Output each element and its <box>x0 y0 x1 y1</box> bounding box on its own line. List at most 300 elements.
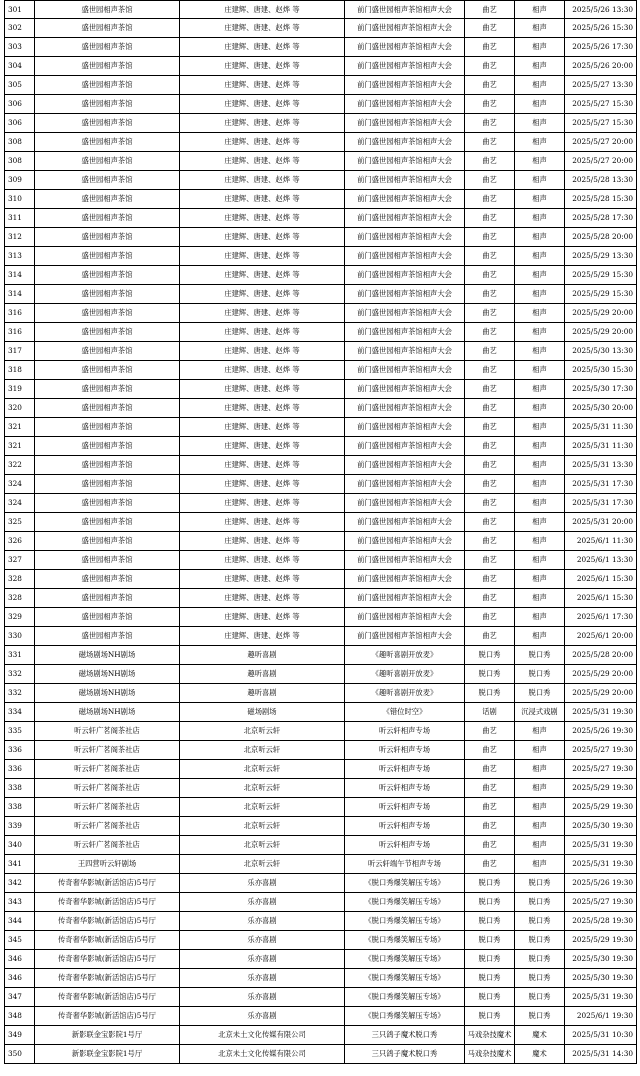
subcategory-cell: 相声 <box>515 722 565 741</box>
datetime-cell: 2025/5/30 19:30 <box>565 950 637 969</box>
performer-cell: 庄建辉、唐建、赵烨 等 <box>180 38 345 57</box>
datetime-cell: 2025/5/28 20:00 <box>565 228 637 247</box>
program-title-cell: 前门盛世园相声茶馆相声大会 <box>345 380 465 399</box>
serial-number-cell: 346 <box>5 950 35 969</box>
datetime-cell: 2025/5/31 17:30 <box>565 475 637 494</box>
serial-number-cell: 340 <box>5 836 35 855</box>
serial-number-cell: 321 <box>5 418 35 437</box>
performer-cell: 趣听喜剧 <box>180 684 345 703</box>
serial-number-cell: 308 <box>5 152 35 171</box>
table-row <box>5 570 637 589</box>
table-row <box>5 779 637 798</box>
serial-number-cell: 319 <box>5 380 35 399</box>
category-cell: 马戏杂技魔术 <box>465 1026 515 1045</box>
table-row <box>5 1007 637 1026</box>
category-cell: 曲艺 <box>465 76 515 95</box>
table-row <box>5 513 637 532</box>
program-title-cell: 《趣听喜剧开放麦》 <box>345 665 465 684</box>
program-title-cell: 前门盛世园相声茶馆相声大会 <box>345 323 465 342</box>
venue-cell: 盛世园相声茶馆 <box>35 418 180 437</box>
datetime-cell: 2025/5/31 11:30 <box>565 418 637 437</box>
datetime-cell: 2025/6/1 13:30 <box>565 551 637 570</box>
datetime-cell: 2025/5/29 19:30 <box>565 931 637 950</box>
datetime-cell: 2025/6/1 15:30 <box>565 570 637 589</box>
category-cell: 脱口秀 <box>465 988 515 1007</box>
datetime-cell: 2025/5/28 20:00 <box>565 646 637 665</box>
category-cell: 曲艺 <box>465 399 515 418</box>
category-cell: 曲艺 <box>465 627 515 646</box>
venue-cell: 磁场剧场NH剧场 <box>35 703 180 722</box>
serial-number-cell: 311 <box>5 209 35 228</box>
performer-cell: 北京听云轩 <box>180 741 345 760</box>
performer-cell: 磁场剧场 <box>180 703 345 722</box>
performer-cell: 庄建辉、唐建、赵烨 等 <box>180 608 345 627</box>
table-row <box>5 836 637 855</box>
serial-number-cell: 303 <box>5 38 35 57</box>
performer-cell: 庄建辉、唐建、赵烨 等 <box>180 76 345 95</box>
venue-cell: 盛世园相声茶馆 <box>35 399 180 418</box>
category-cell: 曲艺 <box>465 475 515 494</box>
performer-cell: 庄建辉、唐建、赵烨 等 <box>180 95 345 114</box>
category-cell: 曲艺 <box>465 380 515 399</box>
table-row <box>5 456 637 475</box>
subcategory-cell: 相声 <box>515 152 565 171</box>
table-row <box>5 57 637 76</box>
program-title-cell: 《脱口秀爆笑解压专场》 <box>345 950 465 969</box>
venue-cell: 盛世园相声茶馆 <box>35 228 180 247</box>
serial-number-cell: 306 <box>5 95 35 114</box>
subcategory-cell: 脱口秀 <box>515 931 565 950</box>
table-row <box>5 152 637 171</box>
performer-cell: 乐亦喜剧 <box>180 874 345 893</box>
program-title-cell: 前门盛世园相声茶馆相声大会 <box>345 76 465 95</box>
serial-number-cell: 314 <box>5 285 35 304</box>
subcategory-cell: 相声 <box>515 76 565 95</box>
venue-cell: 听云轩广茗阁茶社店 <box>35 722 180 741</box>
venue-cell: 盛世园相声茶馆 <box>35 95 180 114</box>
category-cell: 曲艺 <box>465 760 515 779</box>
subcategory-cell: 相声 <box>515 817 565 836</box>
table-row <box>5 950 637 969</box>
program-title-cell: 听云轩相声专场 <box>345 760 465 779</box>
program-title-cell: 《脱口秀爆笑解压专场》 <box>345 1007 465 1026</box>
performer-cell: 庄建辉、唐建、赵烨 等 <box>180 304 345 323</box>
table-row <box>5 209 637 228</box>
performer-cell: 北京听云轩 <box>180 836 345 855</box>
venue-cell: 盛世园相声茶馆 <box>35 171 180 190</box>
datetime-cell: 2025/5/26 15:30 <box>565 19 637 38</box>
category-cell: 曲艺 <box>465 589 515 608</box>
program-title-cell: 前门盛世园相声茶馆相声大会 <box>345 399 465 418</box>
serial-number-cell: 318 <box>5 361 35 380</box>
serial-number-cell: 324 <box>5 494 35 513</box>
datetime-cell: 2025/6/1 19:30 <box>565 1007 637 1026</box>
program-title-cell: 前门盛世园相声茶馆相声大会 <box>345 475 465 494</box>
performer-cell: 庄建辉、唐建、赵烨 等 <box>180 342 345 361</box>
category-cell: 脱口秀 <box>465 665 515 684</box>
program-title-cell: 前门盛世园相声茶馆相声大会 <box>345 190 465 209</box>
program-title-cell: 前门盛世园相声茶馆相声大会 <box>345 589 465 608</box>
venue-cell: 传奇奢华影城(新活馆店)5号厅 <box>35 950 180 969</box>
performer-cell: 庄建辉、唐建、赵烨 等 <box>180 399 345 418</box>
venue-cell: 盛世园相声茶馆 <box>35 266 180 285</box>
serial-number-cell: 316 <box>5 304 35 323</box>
subcategory-cell: 相声 <box>515 570 565 589</box>
subcategory-cell: 脱口秀 <box>515 874 565 893</box>
datetime-cell: 2025/5/27 20:00 <box>565 133 637 152</box>
serial-number-cell: 305 <box>5 76 35 95</box>
performer-cell: 庄建辉、唐建、赵烨 等 <box>180 171 345 190</box>
performer-cell: 庄建辉、唐建、赵烨 等 <box>180 114 345 133</box>
subcategory-cell: 相声 <box>515 513 565 532</box>
category-cell: 曲艺 <box>465 133 515 152</box>
venue-cell: 王四营听云轩剧场 <box>35 855 180 874</box>
table-row <box>5 760 637 779</box>
performer-cell: 乐亦喜剧 <box>180 1007 345 1026</box>
venue-cell: 传奇奢华影城(新活馆店)5号厅 <box>35 969 180 988</box>
category-cell: 曲艺 <box>465 114 515 133</box>
datetime-cell: 2025/5/30 15:30 <box>565 361 637 380</box>
category-cell: 脱口秀 <box>465 1007 515 1026</box>
category-cell: 曲艺 <box>465 456 515 475</box>
category-cell: 曲艺 <box>465 741 515 760</box>
subcategory-cell: 相声 <box>515 551 565 570</box>
table-row <box>5 380 637 399</box>
subcategory-cell: 相声 <box>515 855 565 874</box>
venue-cell: 盛世园相声茶馆 <box>35 285 180 304</box>
table-row <box>5 342 637 361</box>
serial-number-cell: 313 <box>5 247 35 266</box>
serial-number-cell: 338 <box>5 798 35 817</box>
subcategory-cell: 魔术 <box>515 1026 565 1045</box>
serial-number-cell: 326 <box>5 532 35 551</box>
datetime-cell: 2025/5/27 13:30 <box>565 76 637 95</box>
serial-number-cell: 346 <box>5 969 35 988</box>
subcategory-cell: 相声 <box>515 456 565 475</box>
venue-cell: 新影联金宝影院1号厅 <box>35 1026 180 1045</box>
venue-cell: 传奇奢华影城(新活馆店)5号厅 <box>35 931 180 950</box>
category-cell: 曲艺 <box>465 95 515 114</box>
datetime-cell: 2025/5/31 19:30 <box>565 988 637 1007</box>
performer-cell: 庄建辉、唐建、赵烨 等 <box>180 570 345 589</box>
category-cell: 曲艺 <box>465 228 515 247</box>
category-cell: 曲艺 <box>465 532 515 551</box>
table-row <box>5 874 637 893</box>
program-title-cell: 《趣听喜剧开放麦》 <box>345 646 465 665</box>
datetime-cell: 2025/5/31 14:30 <box>565 1045 637 1064</box>
datetime-cell: 2025/5/29 19:30 <box>565 779 637 798</box>
subcategory-cell: 沉浸式戏剧 <box>515 703 565 722</box>
performer-cell: 庄建辉、唐建、赵烨 等 <box>180 1 345 19</box>
datetime-cell: 2025/5/31 11:30 <box>565 437 637 456</box>
datetime-cell: 2025/5/29 20:00 <box>565 665 637 684</box>
program-title-cell: 前门盛世园相声茶馆相声大会 <box>345 532 465 551</box>
subcategory-cell: 脱口秀 <box>515 969 565 988</box>
performer-cell: 庄建辉、唐建、赵烨 等 <box>180 57 345 76</box>
serial-number-cell: 334 <box>5 703 35 722</box>
serial-number-cell: 316 <box>5 323 35 342</box>
table-row <box>5 95 637 114</box>
subcategory-cell: 魔术 <box>515 1045 565 1064</box>
serial-number-cell: 339 <box>5 817 35 836</box>
datetime-cell: 2025/5/29 20:00 <box>565 304 637 323</box>
table-row <box>5 228 637 247</box>
venue-cell: 磁场剧场NH剧场 <box>35 665 180 684</box>
program-title-cell: 听云轩相声专场 <box>345 722 465 741</box>
subcategory-cell: 相声 <box>515 266 565 285</box>
subcategory-cell: 相声 <box>515 361 565 380</box>
program-title-cell: 听云轩相声专场 <box>345 836 465 855</box>
program-title-cell: 前门盛世园相声茶馆相声大会 <box>345 437 465 456</box>
datetime-cell: 2025/5/31 19:30 <box>565 703 637 722</box>
venue-cell: 盛世园相声茶馆 <box>35 247 180 266</box>
category-cell: 脱口秀 <box>465 874 515 893</box>
table-row <box>5 114 637 133</box>
venue-cell: 盛世园相声茶馆 <box>35 532 180 551</box>
performer-cell: 乐亦喜剧 <box>180 931 345 950</box>
program-title-cell: 前门盛世园相声茶馆相声大会 <box>345 19 465 38</box>
category-cell: 曲艺 <box>465 437 515 456</box>
subcategory-cell: 相声 <box>515 38 565 57</box>
table-row <box>5 475 637 494</box>
table-row <box>5 893 637 912</box>
subcategory-cell: 相声 <box>515 342 565 361</box>
category-cell: 曲艺 <box>465 608 515 627</box>
program-title-cell: 前门盛世园相声茶馆相声大会 <box>345 570 465 589</box>
category-cell: 曲艺 <box>465 247 515 266</box>
subcategory-cell: 相声 <box>515 836 565 855</box>
program-title-cell: 《脱口秀爆笑解压专场》 <box>345 931 465 950</box>
performer-cell: 北京听云轩 <box>180 817 345 836</box>
performer-cell: 庄建辉、唐建、赵烨 等 <box>180 380 345 399</box>
serial-number-cell: 336 <box>5 760 35 779</box>
venue-cell: 盛世园相声茶馆 <box>35 152 180 171</box>
subcategory-cell: 脱口秀 <box>515 893 565 912</box>
subcategory-cell: 脱口秀 <box>515 912 565 931</box>
program-title-cell: 前门盛世园相声茶馆相声大会 <box>345 228 465 247</box>
datetime-cell: 2025/5/28 17:30 <box>565 209 637 228</box>
performer-cell: 庄建辉、唐建、赵烨 等 <box>180 532 345 551</box>
datetime-cell: 2025/5/29 20:00 <box>565 323 637 342</box>
subcategory-cell: 脱口秀 <box>515 1007 565 1026</box>
venue-cell: 盛世园相声茶馆 <box>35 380 180 399</box>
subcategory-cell: 相声 <box>515 779 565 798</box>
category-cell: 曲艺 <box>465 855 515 874</box>
serial-number-cell: 325 <box>5 513 35 532</box>
program-title-cell: 《脱口秀爆笑解压专场》 <box>345 893 465 912</box>
venue-cell: 盛世园相声茶馆 <box>35 342 180 361</box>
program-title-cell: 《趣听喜剧开放麦》 <box>345 684 465 703</box>
table-row <box>5 133 637 152</box>
serial-number-cell: 329 <box>5 608 35 627</box>
program-title-cell: 前门盛世园相声茶馆相声大会 <box>345 418 465 437</box>
performer-cell: 乐亦喜剧 <box>180 950 345 969</box>
serial-number-cell: 309 <box>5 171 35 190</box>
program-title-cell: 前门盛世园相声茶馆相声大会 <box>345 57 465 76</box>
venue-cell: 盛世园相声茶馆 <box>35 513 180 532</box>
performer-cell: 乐亦喜剧 <box>180 969 345 988</box>
datetime-cell: 2025/5/27 15:30 <box>565 95 637 114</box>
subcategory-cell: 相声 <box>515 380 565 399</box>
category-cell: 曲艺 <box>465 190 515 209</box>
subcategory-cell: 相声 <box>515 190 565 209</box>
datetime-cell: 2025/5/30 19:30 <box>565 969 637 988</box>
serial-number-cell: 332 <box>5 665 35 684</box>
datetime-cell: 2025/5/28 19:30 <box>565 912 637 931</box>
subcategory-cell: 相声 <box>515 399 565 418</box>
table-row <box>5 931 637 950</box>
serial-number-cell: 350 <box>5 1045 35 1064</box>
program-title-cell: 《脱口秀爆笑解压专场》 <box>345 912 465 931</box>
serial-number-cell: 321 <box>5 437 35 456</box>
table-row <box>5 76 637 95</box>
category-cell: 曲艺 <box>465 779 515 798</box>
table-row <box>5 646 637 665</box>
table-row <box>5 1045 637 1064</box>
venue-cell: 盛世园相声茶馆 <box>35 437 180 456</box>
serial-number-cell: 328 <box>5 570 35 589</box>
table-row <box>5 190 637 209</box>
category-cell: 脱口秀 <box>465 912 515 931</box>
subcategory-cell: 相声 <box>515 798 565 817</box>
table-row <box>5 969 637 988</box>
serial-number-cell: 332 <box>5 684 35 703</box>
program-title-cell: 前门盛世园相声茶馆相声大会 <box>345 266 465 285</box>
program-title-cell: 《脱口秀爆笑解压专场》 <box>345 969 465 988</box>
performer-cell: 庄建辉、唐建、赵烨 等 <box>180 19 345 38</box>
performer-cell: 北京听云轩 <box>180 760 345 779</box>
performer-cell: 庄建辉、唐建、赵烨 等 <box>180 209 345 228</box>
category-cell: 脱口秀 <box>465 893 515 912</box>
venue-cell: 听云轩广茗阁茶社店 <box>35 741 180 760</box>
datetime-cell: 2025/6/1 15:30 <box>565 589 637 608</box>
datetime-cell: 2025/5/26 17:30 <box>565 38 637 57</box>
venue-cell: 盛世园相声茶馆 <box>35 627 180 646</box>
performance-table <box>4 0 637 1064</box>
performance-schedule-sheet <box>4 0 637 1064</box>
program-title-cell: 前门盛世园相声茶馆相声大会 <box>345 456 465 475</box>
program-title-cell: 前门盛世园相声茶馆相声大会 <box>345 627 465 646</box>
table-row <box>5 741 637 760</box>
subcategory-cell: 脱口秀 <box>515 646 565 665</box>
venue-cell: 传奇奢华影城(新活馆店)5号厅 <box>35 874 180 893</box>
serial-number-cell: 347 <box>5 988 35 1007</box>
category-cell: 曲艺 <box>465 836 515 855</box>
performer-cell: 庄建辉、唐建、赵烨 等 <box>180 627 345 646</box>
serial-number-cell: 328 <box>5 589 35 608</box>
table-row <box>5 171 637 190</box>
venue-cell: 传奇奢华影城(新活馆店)5号厅 <box>35 912 180 931</box>
venue-cell: 盛世园相声茶馆 <box>35 76 180 95</box>
table-row <box>5 551 637 570</box>
performer-cell: 北京听云轩 <box>180 722 345 741</box>
program-title-cell: 前门盛世园相声茶馆相声大会 <box>345 608 465 627</box>
serial-number-cell: 342 <box>5 874 35 893</box>
subcategory-cell: 相声 <box>515 133 565 152</box>
datetime-cell: 2025/5/30 20:00 <box>565 399 637 418</box>
category-cell: 曲艺 <box>465 798 515 817</box>
program-title-cell: 前门盛世园相声茶馆相声大会 <box>345 551 465 570</box>
program-title-cell: 《脱口秀爆笑解压专场》 <box>345 874 465 893</box>
category-cell: 脱口秀 <box>465 969 515 988</box>
table-row <box>5 247 637 266</box>
venue-cell: 盛世园相声茶馆 <box>35 209 180 228</box>
serial-number-cell: 304 <box>5 57 35 76</box>
category-cell: 曲艺 <box>465 1 515 19</box>
subcategory-cell: 脱口秀 <box>515 665 565 684</box>
table-row <box>5 817 637 836</box>
performer-cell: 趣听喜剧 <box>180 665 345 684</box>
category-cell: 曲艺 <box>465 209 515 228</box>
program-title-cell: 前门盛世园相声茶馆相声大会 <box>345 152 465 171</box>
datetime-cell: 2025/5/30 13:30 <box>565 342 637 361</box>
subcategory-cell: 相声 <box>515 19 565 38</box>
datetime-cell: 2025/5/31 19:30 <box>565 855 637 874</box>
table-row <box>5 798 637 817</box>
performer-cell: 庄建辉、唐建、赵烨 等 <box>180 323 345 342</box>
performer-cell: 庄建辉、唐建、赵烨 等 <box>180 228 345 247</box>
category-cell: 曲艺 <box>465 19 515 38</box>
table-row <box>5 437 637 456</box>
subcategory-cell: 相声 <box>515 741 565 760</box>
serial-number-cell: 322 <box>5 456 35 475</box>
program-title-cell: 前门盛世园相声茶馆相声大会 <box>345 114 465 133</box>
performer-cell: 庄建辉、唐建、赵烨 等 <box>180 589 345 608</box>
performer-cell: 庄建辉、唐建、赵烨 等 <box>180 513 345 532</box>
venue-cell: 盛世园相声茶馆 <box>35 608 180 627</box>
performer-cell: 庄建辉、唐建、赵烨 等 <box>180 285 345 304</box>
subcategory-cell: 相声 <box>515 247 565 266</box>
performer-cell: 庄建辉、唐建、赵烨 等 <box>180 190 345 209</box>
program-title-cell: 前门盛世园相声茶馆相声大会 <box>345 1 465 19</box>
program-title-cell: 《错位时空》 <box>345 703 465 722</box>
datetime-cell: 2025/5/31 13:30 <box>565 456 637 475</box>
datetime-cell: 2025/5/26 13:30 <box>565 1 637 19</box>
program-title-cell: 听云轩相声专场 <box>345 817 465 836</box>
datetime-cell: 2025/6/1 20:00 <box>565 627 637 646</box>
table-row <box>5 418 637 437</box>
datetime-cell: 2025/5/30 17:30 <box>565 380 637 399</box>
datetime-cell: 2025/5/31 19:30 <box>565 836 637 855</box>
table-row <box>5 532 637 551</box>
program-title-cell: 前门盛世园相声茶馆相声大会 <box>345 342 465 361</box>
serial-number-cell: 314 <box>5 266 35 285</box>
subcategory-cell: 相声 <box>515 627 565 646</box>
subcategory-cell: 相声 <box>515 323 565 342</box>
category-cell: 曲艺 <box>465 418 515 437</box>
category-cell: 曲艺 <box>465 266 515 285</box>
program-title-cell: 前门盛世园相声茶馆相声大会 <box>345 247 465 266</box>
category-cell: 曲艺 <box>465 342 515 361</box>
table-row <box>5 589 637 608</box>
datetime-cell: 2025/5/26 20:00 <box>565 57 637 76</box>
datetime-cell: 2025/5/28 15:30 <box>565 190 637 209</box>
table-row <box>5 722 637 741</box>
venue-cell: 盛世园相声茶馆 <box>35 190 180 209</box>
table-row <box>5 494 637 513</box>
datetime-cell: 2025/5/29 19:30 <box>565 798 637 817</box>
venue-cell: 听云轩广茗阁茶社店 <box>35 817 180 836</box>
category-cell: 曲艺 <box>465 513 515 532</box>
performer-cell: 庄建辉、唐建、赵烨 等 <box>180 418 345 437</box>
venue-cell: 传奇奢华影城(新活馆店)5号厅 <box>35 893 180 912</box>
program-title-cell: 《脱口秀爆笑解压专场》 <box>345 988 465 1007</box>
table-row <box>5 855 637 874</box>
category-cell: 脱口秀 <box>465 950 515 969</box>
table-row <box>5 1026 637 1045</box>
datetime-cell: 2025/5/27 19:30 <box>565 741 637 760</box>
category-cell: 曲艺 <box>465 57 515 76</box>
